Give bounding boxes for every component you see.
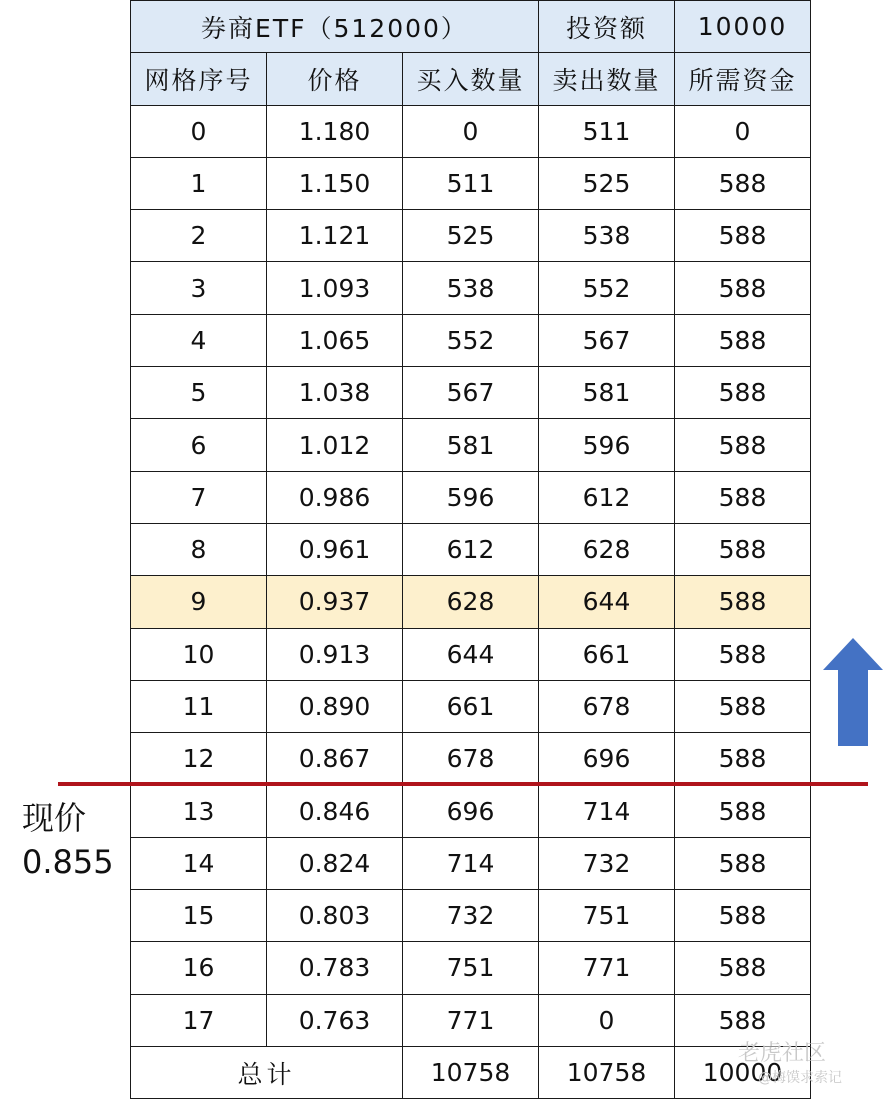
cell-price: 1.065 — [267, 314, 403, 366]
cell-price: 0.961 — [267, 523, 403, 575]
etf-title: 券商ETF（512000） — [131, 1, 539, 53]
cell-buy: 567 — [403, 367, 539, 419]
cell-index: 6 — [131, 419, 267, 471]
cell-index: 16 — [131, 942, 267, 994]
cell-index: 1 — [131, 157, 267, 209]
cell-funds: 588 — [675, 419, 811, 471]
current-price-value: 0.855 — [22, 843, 114, 881]
cell-index: 15 — [131, 890, 267, 942]
cell-price: 0.803 — [267, 890, 403, 942]
cell-index: 4 — [131, 314, 267, 366]
watermark-sub: @梅馍求索记 — [758, 1070, 842, 1086]
arrow-up-icon — [823, 638, 883, 748]
total-row — [131, 1046, 811, 1098]
column-header-sell: 卖出数量 — [539, 53, 675, 105]
table-row — [131, 576, 811, 628]
cell-sell: 581 — [539, 367, 675, 419]
table-row — [131, 837, 811, 889]
cell-sell: 0 — [539, 994, 675, 1046]
cell-funds: 588 — [675, 994, 811, 1046]
cell-sell: 538 — [539, 210, 675, 262]
cell-sell: 661 — [539, 628, 675, 680]
watermark — [738, 1036, 842, 1087]
table-row — [131, 105, 811, 157]
cell-price: 0.824 — [267, 837, 403, 889]
cell-funds: 588 — [675, 367, 811, 419]
table-row — [131, 942, 811, 994]
cell-price: 0.937 — [267, 576, 403, 628]
cell-sell: 612 — [539, 471, 675, 523]
cell-buy: 596 — [403, 471, 539, 523]
cell-price: 0.890 — [267, 680, 403, 732]
cell-funds: 588 — [675, 837, 811, 889]
cell-sell: 552 — [539, 262, 675, 314]
cell-buy: 511 — [403, 157, 539, 209]
cell-funds: 588 — [675, 523, 811, 575]
cell-index: 12 — [131, 733, 267, 785]
table-row — [131, 733, 811, 785]
column-header-funds: 所需资金 — [675, 53, 811, 105]
cell-sell: 771 — [539, 942, 675, 994]
cell-index: 7 — [131, 471, 267, 523]
cell-buy: 581 — [403, 419, 539, 471]
total-sell: 10758 — [539, 1046, 675, 1098]
cell-buy: 661 — [403, 680, 539, 732]
cell-price: 0.867 — [267, 733, 403, 785]
cell-index: 3 — [131, 262, 267, 314]
table-row — [131, 628, 811, 680]
cell-buy: 612 — [403, 523, 539, 575]
column-header-row — [131, 53, 811, 105]
cell-funds: 588 — [675, 157, 811, 209]
cell-sell: 525 — [539, 157, 675, 209]
cell-index: 14 — [131, 837, 267, 889]
grid-trading-table — [130, 0, 811, 1099]
cell-index: 0 — [131, 105, 267, 157]
invest-value: 10000 — [675, 1, 811, 53]
cell-price: 1.012 — [267, 419, 403, 471]
cell-funds: 588 — [675, 890, 811, 942]
cell-price: 1.038 — [267, 367, 403, 419]
cell-index: 2 — [131, 210, 267, 262]
cell-price: 0.846 — [267, 785, 403, 837]
cell-funds: 0 — [675, 105, 811, 157]
cell-buy: 696 — [403, 785, 539, 837]
table-row — [131, 210, 811, 262]
cell-sell: 732 — [539, 837, 675, 889]
cell-price: 0.913 — [267, 628, 403, 680]
cell-sell: 567 — [539, 314, 675, 366]
cell-buy: 525 — [403, 210, 539, 262]
table-row — [131, 314, 811, 366]
cell-price: 0.763 — [267, 994, 403, 1046]
cell-buy: 552 — [403, 314, 539, 366]
cell-funds: 588 — [675, 314, 811, 366]
table-row — [131, 680, 811, 732]
cell-buy: 644 — [403, 628, 539, 680]
table-row — [131, 471, 811, 523]
total-buy: 10758 — [403, 1046, 539, 1098]
total-funds: 10000 — [675, 1046, 811, 1098]
cell-sell: 644 — [539, 576, 675, 628]
cell-price: 1.150 — [267, 157, 403, 209]
column-header-price: 价格 — [267, 53, 403, 105]
watermark-text: 老虎社区 — [738, 1041, 827, 1066]
title-row — [131, 1, 811, 53]
cell-buy: 538 — [403, 262, 539, 314]
cell-index: 17 — [131, 994, 267, 1046]
table-row — [131, 262, 811, 314]
cell-buy: 0 — [403, 105, 539, 157]
table-row — [131, 157, 811, 209]
table-row — [131, 419, 811, 471]
cell-index: 10 — [131, 628, 267, 680]
cell-index: 13 — [131, 785, 267, 837]
column-header-buy: 买入数量 — [403, 53, 539, 105]
total-label: 总计 — [131, 1046, 403, 1098]
table-row — [131, 890, 811, 942]
table-row — [131, 523, 811, 575]
table-row — [131, 367, 811, 419]
table-row — [131, 994, 811, 1046]
current-price-line — [58, 782, 868, 786]
cell-price: 1.121 — [267, 210, 403, 262]
cell-funds: 588 — [675, 785, 811, 837]
cell-price: 0.986 — [267, 471, 403, 523]
cell-sell: 596 — [539, 419, 675, 471]
table-row — [131, 785, 811, 837]
cell-sell: 511 — [539, 105, 675, 157]
cell-price: 0.783 — [267, 942, 403, 994]
cell-index: 11 — [131, 680, 267, 732]
current-price-text: 现价 — [22, 799, 87, 837]
cell-price: 1.180 — [267, 105, 403, 157]
cell-buy: 628 — [403, 576, 539, 628]
cell-funds: 588 — [675, 942, 811, 994]
cell-buy: 751 — [403, 942, 539, 994]
column-header-index: 网格序号 — [131, 53, 267, 105]
cell-index: 8 — [131, 523, 267, 575]
invest-label: 投资额 — [539, 1, 675, 53]
cell-price: 1.093 — [267, 262, 403, 314]
cell-index: 5 — [131, 367, 267, 419]
cell-funds: 588 — [675, 680, 811, 732]
cell-funds: 588 — [675, 733, 811, 785]
cell-funds: 588 — [675, 262, 811, 314]
cell-sell: 678 — [539, 680, 675, 732]
cell-buy: 732 — [403, 890, 539, 942]
cell-buy: 714 — [403, 837, 539, 889]
cell-index: 9 — [131, 576, 267, 628]
cell-funds: 588 — [675, 576, 811, 628]
cell-sell: 628 — [539, 523, 675, 575]
cell-funds: 588 — [675, 210, 811, 262]
cell-sell: 714 — [539, 785, 675, 837]
current-price-label — [22, 796, 114, 884]
cell-sell: 696 — [539, 733, 675, 785]
cell-funds: 588 — [675, 628, 811, 680]
cell-buy: 678 — [403, 733, 539, 785]
cell-funds: 588 — [675, 471, 811, 523]
cell-buy: 771 — [403, 994, 539, 1046]
cell-sell: 751 — [539, 890, 675, 942]
